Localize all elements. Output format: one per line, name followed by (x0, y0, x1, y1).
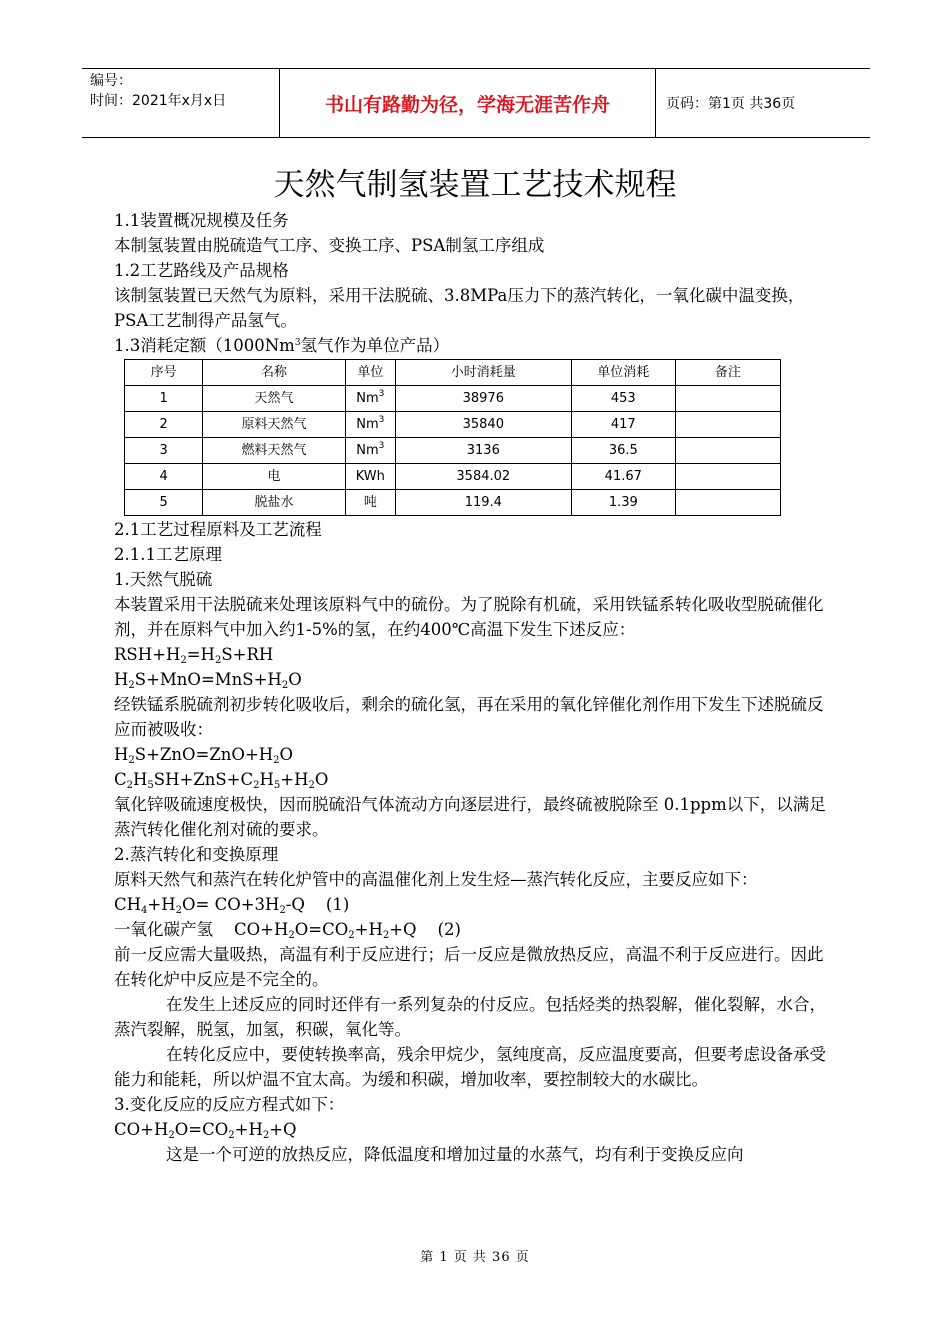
eq-part: S+MnO=MnS+H (134, 670, 282, 689)
cell-unit-consumption: 41.67 (571, 464, 675, 490)
document-title: 天然气制氢装置工艺技术规程 (273, 167, 677, 203)
heading-1-1: 1.1装置概况规模及任务 (114, 211, 289, 230)
heading-2-1: 2.1工艺过程原料及工艺流程 (114, 520, 322, 539)
eq-sub: 2 (279, 905, 286, 916)
cell-seq: 3 (125, 438, 203, 464)
eq-part: +H (234, 1120, 263, 1139)
eq-sub: 2 (288, 930, 295, 941)
eq-part: O (288, 670, 302, 689)
cell-note (675, 412, 780, 438)
table-row (125, 386, 781, 412)
cell-hourly: 38976 (395, 386, 571, 412)
eq-part: RSH+H (114, 645, 181, 664)
cell-unit: KWh (345, 464, 395, 490)
heading-2-1-1: 2.1.1工艺原理 (114, 545, 222, 564)
eq-sub: 2 (262, 1130, 270, 1141)
eq-part: SH+ZnS+C (153, 770, 254, 789)
paragraph-reaction-balance: 前一反应需大量吸热，高温有利于反应进行；后一反应是微放热反应，高温不利于反应进行。因此在转化炉中反应是不完全的。 (114, 945, 824, 989)
heading-1-2: 1.2工艺路线及产品规格 (114, 261, 289, 280)
document-body (114, 208, 838, 1167)
eq-part: CH (114, 895, 142, 914)
table-header-row (125, 360, 781, 386)
eq-part: CO+H (233, 920, 289, 939)
paragraph-shift-exothermic: 这是一个可逆的放热反应，降低温度和增加过量的水蒸气，均有利于变换反应向 (166, 1145, 744, 1164)
eq-part: CO+H (114, 1120, 169, 1139)
eq-part: =H (186, 645, 215, 664)
eq-number: (2) (416, 920, 461, 939)
eq-part: +H (147, 895, 176, 914)
col-header-unit-consumption: 单位消耗 (571, 360, 675, 386)
eq-part: +Q (269, 1120, 297, 1139)
eq-sub: 2 (382, 930, 390, 941)
cell-unit-consumption: 1.39 (571, 490, 675, 516)
equation-4 (114, 767, 838, 792)
header-meta (82, 69, 280, 137)
cell-hourly: 35840 (395, 412, 571, 438)
heading-1-3-pre: 1.3消耗定额（1000Nm (114, 336, 295, 355)
cell-note (675, 490, 780, 516)
eq-sub: 2 (126, 780, 133, 791)
eq-part: -Q (285, 895, 305, 914)
eq-part: O (314, 770, 329, 789)
col-header-name: 名称 (203, 360, 346, 386)
equation-1 (114, 642, 838, 667)
header-page-info: 页码：第1页 共36页 (666, 96, 796, 112)
heading-steam-reforming: 2.蒸汽转化和变换原理 (114, 845, 279, 864)
heading-1-3-sup: 3 (294, 338, 301, 348)
table-row (125, 490, 781, 516)
cell-note (675, 386, 780, 412)
eq-part: +H (354, 920, 383, 939)
paragraph-desulfurization: 本装置采用干法脱硫来处理该原料气中的硫份。为了脱除有机硫，采用铁锰系转化吸收型脱硫催化剂，并在原料气中加入约1-5%的氢，在约400℃高温下发生下述反应： (114, 595, 824, 639)
heading-shift-reaction: 3.变化反应的反应方程式如下： (114, 1095, 345, 1114)
eq-prefix: 一氧化碳产氢 (114, 920, 234, 939)
cell-unit (345, 386, 395, 412)
eq-sub: 2 (214, 655, 222, 666)
col-header-note: 备注 (675, 360, 780, 386)
unit-sup: 3 (378, 441, 385, 451)
eq-sub: 2 (128, 680, 135, 691)
eq-sub: 2 (273, 755, 280, 766)
cell-unit (345, 438, 395, 464)
eq-sub: 2 (253, 780, 260, 791)
eq-sub: 2 (180, 655, 187, 666)
paragraph-1-1: 本制氢装置由脱硫造气工序、变换工序、PSA制氢工序组成 (114, 236, 545, 255)
table-row (125, 412, 781, 438)
cell-unit (345, 412, 395, 438)
paragraph-zinc-speed: 氧化锌吸硫速度极快，因而脱硫沿气体流动方向逐层进行，最终硫被脱除至 0.1ppm以下，以满足蒸汽转化催化剂对硫的要求。 (114, 795, 826, 839)
cell-name: 天然气 (203, 386, 346, 412)
cell-note (675, 438, 780, 464)
equation-2 (114, 667, 838, 692)
paragraph-1-2: 该制氢装置已天然气为原料，采用干法脱硫、3.8MPa压力下的蒸汽转化，一氧化碳中温变换， PSA工艺制得产品氢气。 (114, 286, 805, 330)
cell-seq: 4 (125, 464, 203, 490)
eq-part: H (133, 770, 148, 789)
eq-sub: 2 (175, 905, 182, 916)
eq-sub: 5 (147, 780, 154, 791)
unit-sup: 3 (378, 389, 385, 399)
paragraph-furnace-temp: 在转化反应中，要使转换率高，残余甲烷少，氢纯度高，反应温度要高，但要考虑设备承受能力和能耗，所以炉温不宜太高。为缓和积碳，增加收率，要控制较大的水碳比。 (114, 1045, 826, 1089)
paragraph-side-reactions: 在发生上述反应的同时还伴有一系列复杂的付反应。包括烃类的热裂解，催化裂解，水合，蒸汽裂解，脱氢，加氢，积碳，氧化等。 (114, 995, 826, 1039)
paragraph-zinc-oxide: 经铁锰系脱硫剂初步转化吸收后，剩余的硫化氢，再在采用的氧化锌催化剂作用下发生下述脱硫反应而被吸收： (114, 695, 824, 739)
table-row (125, 438, 781, 464)
unit-text: Nm (356, 417, 379, 432)
cell-seq: 1 (125, 386, 203, 412)
cell-unit: 吨 (345, 490, 395, 516)
eq-part: O= CO+3H (181, 895, 280, 914)
eq-part: H (114, 670, 129, 689)
page-footer: 第 1 页 共 36 页 (420, 1250, 530, 1265)
consumption-table (124, 359, 781, 516)
cell-seq: 2 (125, 412, 203, 438)
eq-part: S+RH (221, 645, 274, 664)
cell-hourly: 3136 (395, 438, 571, 464)
eq-sub: 2 (228, 1130, 235, 1141)
eq-sub: 5 (273, 780, 281, 791)
heading-1-3-post: 氢气作为单位产品） (300, 336, 450, 355)
cell-name: 燃料天然气 (203, 438, 346, 464)
col-header-hourly: 小时消耗量 (395, 360, 571, 386)
eq-sub: 2 (281, 680, 289, 691)
cell-name: 电 (203, 464, 346, 490)
cell-hourly: 3584.02 (395, 464, 571, 490)
cell-hourly: 119.4 (395, 490, 571, 516)
eq-sub: 2 (348, 930, 355, 941)
col-header-unit: 单位 (345, 360, 395, 386)
eq-part: H (114, 745, 129, 764)
eq-sub: 4 (141, 905, 148, 916)
cell-seq: 5 (125, 490, 203, 516)
eq-part: C (114, 770, 127, 789)
heading-desulfurization: 1.天然气脱硫 (114, 570, 213, 589)
eq-part: O=CO (174, 1120, 229, 1139)
equation-7 (114, 1117, 838, 1142)
eq-part: O (279, 745, 294, 764)
unit-text: Nm (356, 443, 379, 458)
eq-part: S+ZnO=ZnO+H (134, 745, 274, 764)
header-motto: 书山有路勤为径，学海无涯苦作舟 (280, 69, 656, 137)
cell-name: 脱盐水 (203, 490, 346, 516)
header-time-label: 时间：2021年x月x日 (90, 93, 227, 109)
cell-unit-consumption: 36.5 (571, 438, 675, 464)
cell-note (675, 464, 780, 490)
heading-1-3 (114, 333, 838, 358)
header-number-label: 编号： (90, 73, 132, 89)
equation-6 (114, 917, 838, 942)
col-header-seq: 序号 (125, 360, 203, 386)
eq-sub: 2 (168, 1130, 175, 1141)
eq-number: (1) (304, 895, 350, 914)
cell-unit-consumption: 417 (571, 412, 675, 438)
eq-part: H (259, 770, 274, 789)
unit-sup: 3 (378, 415, 385, 425)
equation-5 (114, 892, 838, 917)
paragraph-steam-reforming: 原料天然气和蒸汽在转化炉管中的高温催化剂上发生烃—蒸汽转化反应，主要反应如下： (114, 870, 758, 889)
eq-part: O=CO (294, 920, 349, 939)
page-header (82, 68, 870, 138)
cell-name: 原料天然气 (203, 412, 346, 438)
equation-3 (114, 742, 838, 767)
eq-part: +H (280, 770, 309, 789)
eq-sub: 2 (128, 755, 135, 766)
eq-part: +Q (389, 920, 417, 939)
eq-sub: 2 (308, 780, 315, 791)
table-row (125, 464, 781, 490)
cell-unit-consumption: 453 (571, 386, 675, 412)
unit-text: Nm (356, 391, 379, 406)
